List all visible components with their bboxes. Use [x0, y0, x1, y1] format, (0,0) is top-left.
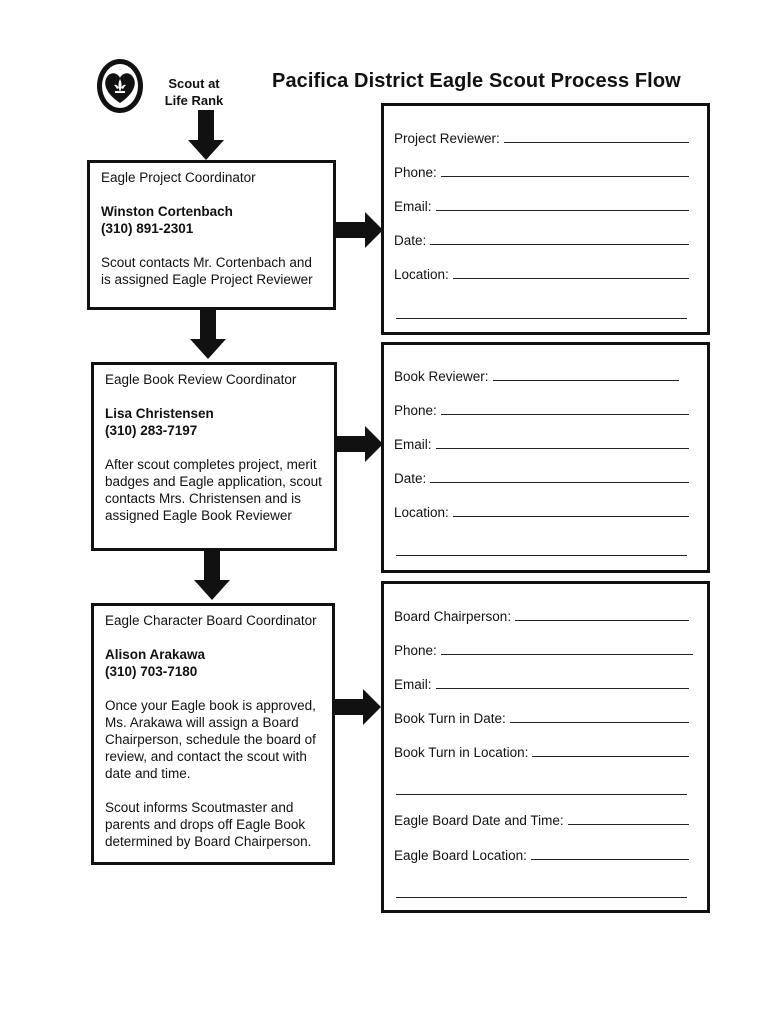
- right-arrow-icon: [335, 426, 383, 462]
- field-label: Location:: [394, 505, 449, 520]
- field-label: Project Reviewer:: [394, 131, 500, 146]
- page-title: Pacifica District Eagle Scout Process Flow: [272, 70, 681, 92]
- right-arrow-icon: [333, 689, 381, 725]
- coordinator-description: Once your Eagle book is approved, Ms. Arakawa will assign a Board Chairperson, schedule the board of review, and contact the scout with date and time.: [105, 698, 316, 781]
- field-label: Location:: [394, 267, 449, 282]
- field-label: Book Turn in Location:: [394, 745, 529, 760]
- book-reviewer-form: [381, 342, 710, 573]
- project-reviewer-form: [381, 103, 710, 335]
- down-arrow-icon: [188, 110, 224, 160]
- down-arrow-icon: [194, 550, 230, 600]
- coordinator-name: Lisa Christensen: [105, 406, 214, 421]
- eagle-board-location-field[interactable]: [394, 848, 689, 863]
- field-label: Email:: [394, 199, 432, 214]
- field-label: Email:: [394, 437, 432, 452]
- coordinator-phone: (310) 283-7197: [105, 423, 198, 438]
- email-field[interactable]: [394, 437, 689, 452]
- blank-line[interactable]: [396, 793, 687, 795]
- blank-line[interactable]: [396, 554, 687, 556]
- coordinator-note: Scout informs Scoutmaster and parents and drops off Eagle Book determined by Board Chairperson.: [105, 800, 312, 849]
- blank-line[interactable]: [396, 896, 687, 898]
- eagle-board-date-time-field[interactable]: [394, 813, 689, 828]
- down-arrow-icon: [190, 309, 226, 359]
- project-reviewer-field[interactable]: [394, 131, 689, 146]
- field-label: Phone:: [394, 403, 437, 418]
- coordinator-name: Winston Cortenbach: [101, 204, 233, 219]
- scout-emblem-logo: [95, 57, 145, 115]
- book-turn-in-location-field[interactable]: [394, 745, 689, 760]
- coordinator-phone: (310) 891-2301: [101, 221, 194, 236]
- coordinator-description: Scout contacts Mr. Cortenbach and is assigned Eagle Project Reviewer: [101, 255, 313, 287]
- field-label: Phone:: [394, 643, 437, 658]
- date-field[interactable]: [394, 471, 689, 486]
- field-label: Book Turn in Date:: [394, 711, 506, 726]
- field-label: Email:: [394, 677, 432, 692]
- coordinator-title: Eagle Project Coordinator: [101, 170, 256, 185]
- location-field[interactable]: [394, 505, 689, 520]
- field-label: Eagle Board Date and Time:: [394, 813, 564, 828]
- location-field[interactable]: [394, 267, 689, 282]
- book-turn-in-date-field[interactable]: [394, 711, 689, 726]
- field-label: Book Reviewer:: [394, 369, 489, 384]
- right-arrow-icon: [335, 212, 383, 248]
- coordinator-title: Eagle Character Board Coordinator: [105, 613, 317, 628]
- date-field[interactable]: [394, 233, 689, 248]
- coordinator-description: After scout completes project, merit badges and Eagle application, scout contacts Mrs. Christensen and is assigned Eagle Book Reviewer: [105, 457, 322, 523]
- coordinator-box-project: [87, 160, 336, 310]
- phone-field[interactable]: [394, 403, 689, 418]
- phone-field[interactable]: [394, 165, 689, 180]
- field-label: Eagle Board Location:: [394, 848, 527, 863]
- email-field[interactable]: [394, 199, 689, 214]
- coordinator-title: Eagle Book Review Coordinator: [105, 372, 297, 387]
- field-label: Board Chairperson:: [394, 609, 512, 624]
- coordinator-box-book-review: [91, 362, 337, 551]
- board-chairperson-form: [381, 581, 710, 913]
- start-label: [148, 75, 240, 109]
- phone-field[interactable]: [394, 643, 693, 658]
- coordinator-name: Alison Arakawa: [105, 647, 206, 662]
- book-reviewer-field[interactable]: [394, 369, 679, 384]
- field-label: Date:: [394, 471, 427, 486]
- field-label: Phone:: [394, 165, 437, 180]
- field-label: Date:: [394, 233, 427, 248]
- blank-line[interactable]: [396, 317, 687, 319]
- email-field[interactable]: [394, 677, 689, 692]
- start-label-line1: Scout at: [168, 76, 220, 91]
- coordinator-phone: (310) 703-7180: [105, 664, 198, 679]
- coordinator-box-character-board: [91, 603, 335, 865]
- board-chairperson-field[interactable]: [394, 609, 689, 624]
- start-label-line2: Life Rank: [164, 93, 224, 108]
